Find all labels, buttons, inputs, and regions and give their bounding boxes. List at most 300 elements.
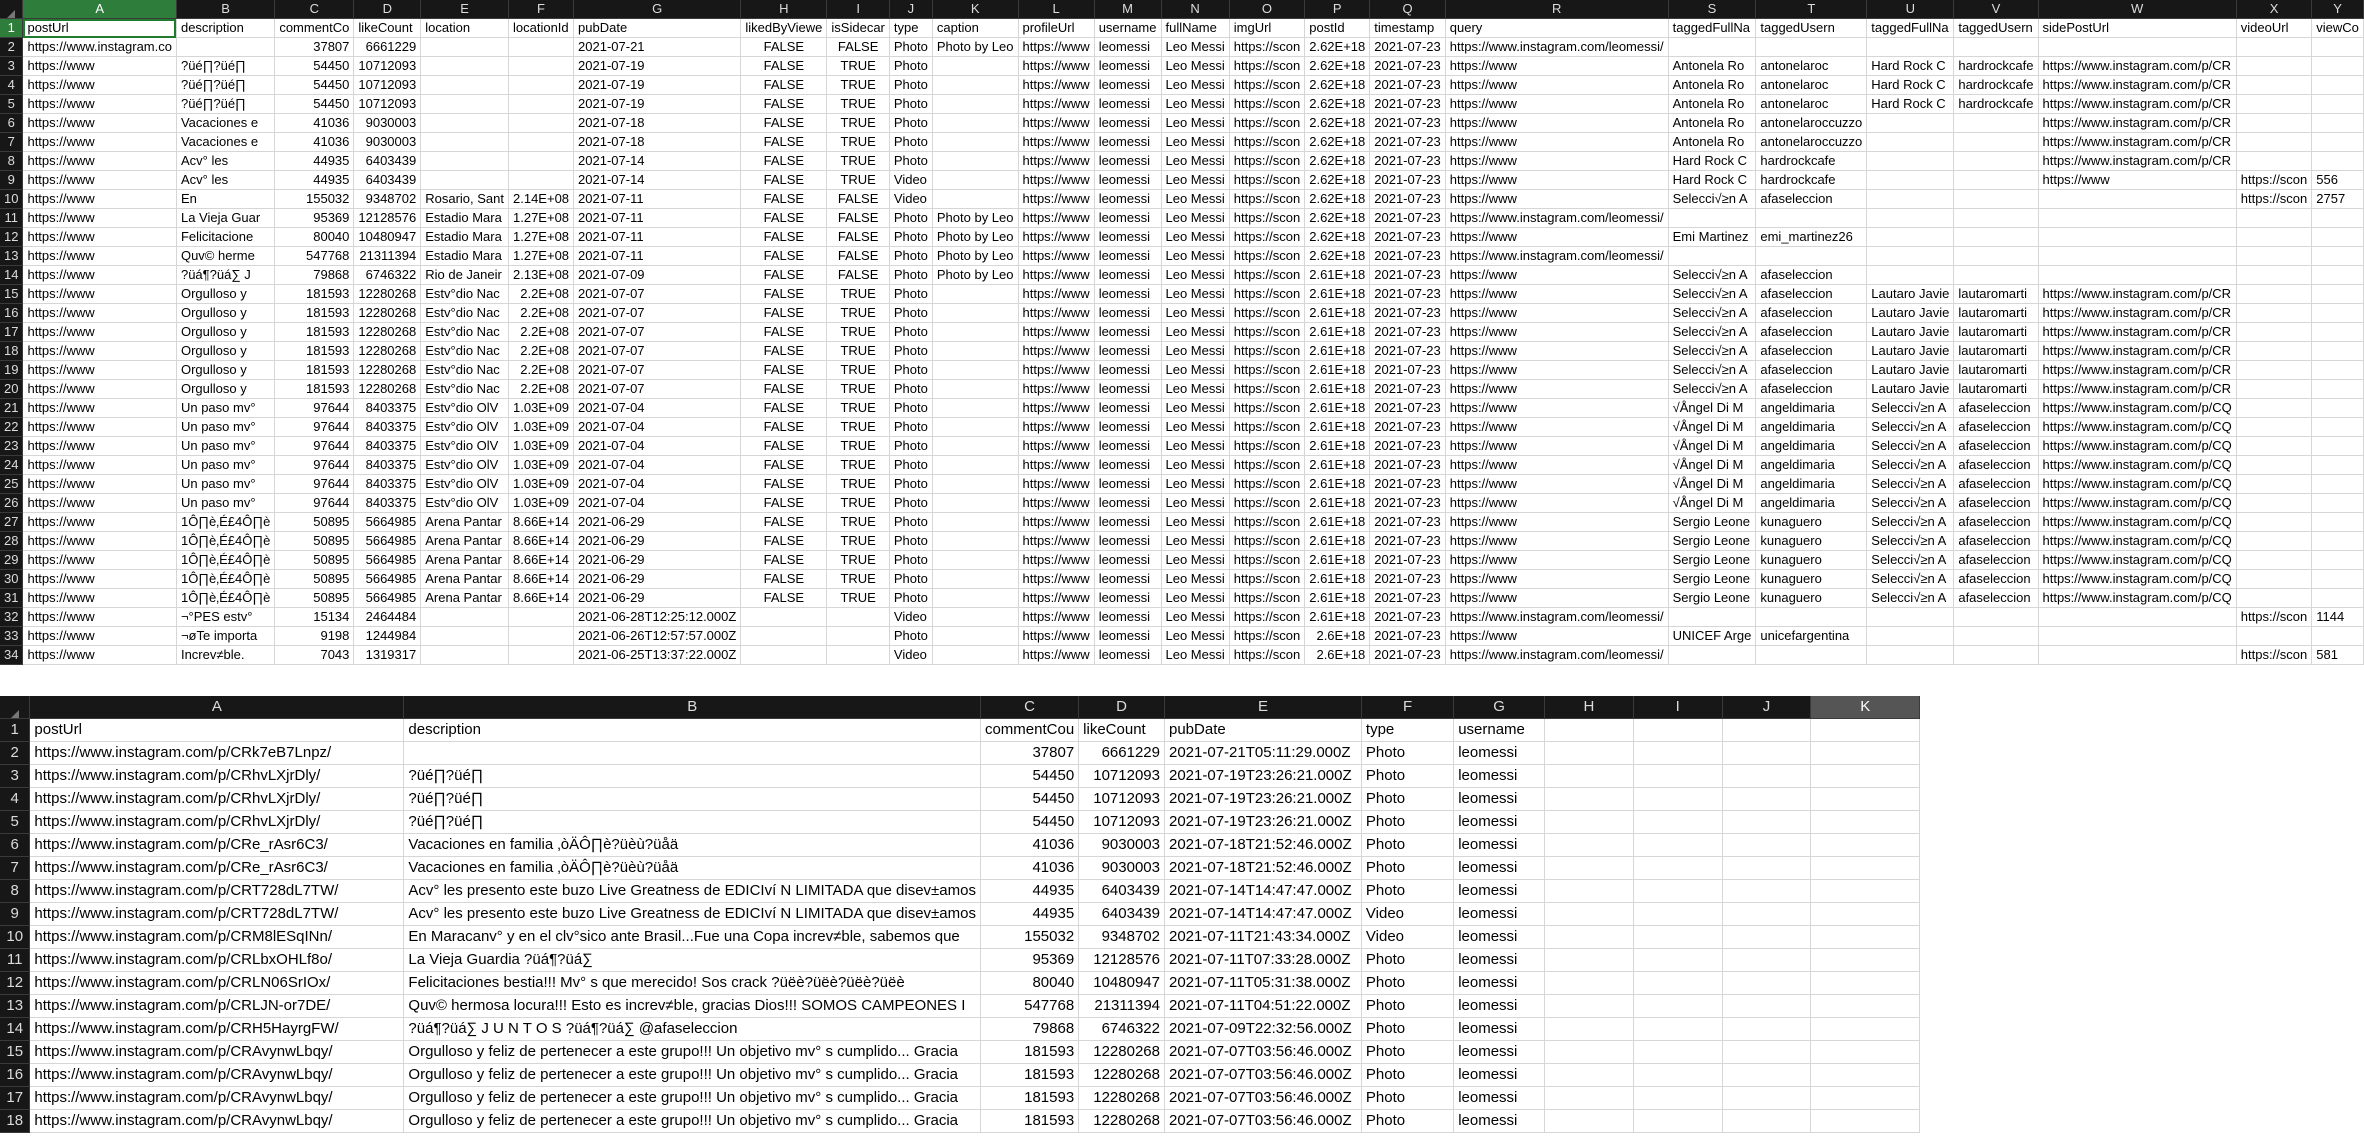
cell-e12[interactable]: 2021-07-11T05:31:38.000Z [1165,972,1362,995]
cell-i17[interactable] [1633,1087,1722,1110]
cell-h26[interactable]: FALSE [741,494,827,513]
cell-r29[interactable]: https://www [1445,551,1668,570]
cell-u26[interactable]: Selecci√≥n A [1867,494,1954,513]
cell-a16[interactable]: https://www [23,304,177,323]
cell-x19[interactable] [2236,361,2311,380]
cell-l25[interactable]: https://www [1018,475,1094,494]
cell-h8[interactable]: FALSE [741,152,827,171]
cell-f2[interactable] [509,38,574,57]
row-header[interactable]: 21 [0,399,23,418]
column-header-b[interactable]: B [176,0,274,19]
cell-g3[interactable]: 2021-07-19 [574,57,741,76]
row-header[interactable]: 10 [0,190,23,209]
cell-v29[interactable]: afaseleccion [1954,551,2038,570]
cell-a29[interactable]: https://www [23,551,177,570]
cell-e28[interactable]: Arena Pantar [421,532,509,551]
cell-g15[interactable]: leomessi [1454,1041,1545,1064]
cell-e6[interactable] [421,114,509,133]
cell-v12[interactable] [1954,228,2038,247]
cell-d1[interactable]: likeCount [1079,719,1165,742]
cell-h22[interactable]: FALSE [741,418,827,437]
cell-i8[interactable] [1633,880,1722,903]
cell-v9[interactable] [1954,171,2038,190]
cell-p11[interactable]: 2.62E+18 [1305,209,1370,228]
cell-w5[interactable]: https://www.instagram.com/p/CR [2038,95,2236,114]
cell-b15[interactable]: Orgulloso y feliz de pertenecer a este grupo!!! Un objetivo mv° s cumplido... Gracia [404,1041,981,1064]
cell-e13[interactable]: 2021-07-11T04:51:22.000Z [1165,995,1362,1018]
cell-c27[interactable]: 50895 [275,513,354,532]
cell-g1[interactable]: pubDate [574,19,741,38]
cell-c22[interactable]: 97644 [275,418,354,437]
cell-a30[interactable]: https://www [23,570,177,589]
column-header-a[interactable]: A [23,0,177,19]
cell-j11[interactable]: Photo [889,209,932,228]
cell-v16[interactable]: lautaromarti [1954,304,2038,323]
cell-j2[interactable]: Photo [889,38,932,57]
cell-d1[interactable]: likeCount [354,19,421,38]
cell-y23[interactable] [2312,437,2364,456]
cell-s12[interactable]: Emi Martinez [1668,228,1756,247]
cell-b15[interactable]: Orgulloso y [176,285,274,304]
cell-h3[interactable]: FALSE [741,57,827,76]
cell-k32[interactable] [932,608,1018,627]
cell-b7[interactable]: Vacaciones e [176,133,274,152]
cell-c3[interactable]: 54450 [980,765,1078,788]
cell-i15[interactable] [1633,1041,1722,1064]
cell-k13[interactable] [1811,995,1920,1018]
cell-o26[interactable]: https://scon [1229,494,1304,513]
cell-j8[interactable] [1722,880,1811,903]
cell-v26[interactable]: afaseleccion [1954,494,2038,513]
cell-e15[interactable]: 2021-07-07T03:56:46.000Z [1165,1041,1362,1064]
cell-l16[interactable]: https://www [1018,304,1094,323]
cell-h17[interactable] [1544,1087,1633,1110]
cell-h16[interactable]: FALSE [741,304,827,323]
cell-q13[interactable]: 2021-07-23 [1370,247,1446,266]
cell-b14[interactable]: ?üá¶?üá∑ J U N T O S ?üá¶?üá∑ @afaseleccion [404,1018,981,1041]
cell-q18[interactable]: 2021-07-23 [1370,342,1446,361]
cell-w2[interactable] [2038,38,2236,57]
cell-s7[interactable]: Antonela Ro [1668,133,1756,152]
cell-s34[interactable] [1668,646,1756,665]
cell-y20[interactable] [2312,380,2364,399]
cell-b12[interactable]: Felicitaciones bestia!!! Mv° s que merecido! Sos crack ?üëè?üëè?üëè?üëè [404,972,981,995]
cell-a8[interactable]: https://www [23,152,177,171]
cell-t9[interactable]: hardrockcafe [1756,171,1867,190]
cell-a1[interactable]: postUrl [30,719,404,742]
cell-x21[interactable] [2236,399,2311,418]
cell-x14[interactable] [2236,266,2311,285]
cell-g13[interactable]: leomessi [1454,995,1545,1018]
cell-k28[interactable] [932,532,1018,551]
cell-k3[interactable] [1811,765,1920,788]
cell-i15[interactable]: TRUE [827,285,889,304]
column-header-q[interactable]: Q [1370,0,1446,19]
cell-y7[interactable] [2312,133,2364,152]
cell-l3[interactable]: https://www [1018,57,1094,76]
cell-q5[interactable]: 2021-07-23 [1370,95,1446,114]
cell-b25[interactable]: Un paso mv° [176,475,274,494]
row-header[interactable]: 28 [0,532,23,551]
cell-i11[interactable]: FALSE [827,209,889,228]
cell-l10[interactable]: https://www [1018,190,1094,209]
cell-x27[interactable] [2236,513,2311,532]
cell-d11[interactable]: 12128576 [354,209,421,228]
cell-v2[interactable] [1954,38,2038,57]
cell-j15[interactable] [1722,1041,1811,1064]
cell-r31[interactable]: https://www [1445,589,1668,608]
cell-k2[interactable] [1811,742,1920,765]
cell-g4[interactable]: leomessi [1454,788,1545,811]
row-header[interactable]: 27 [0,513,23,532]
cell-f13[interactable]: 1.27E+08 [509,247,574,266]
cell-e6[interactable]: 2021-07-18T21:52:46.000Z [1165,834,1362,857]
row-header[interactable]: 23 [0,437,23,456]
cell-l15[interactable]: https://www [1018,285,1094,304]
cell-h30[interactable]: FALSE [741,570,827,589]
cell-b6[interactable]: Vacaciones e [176,114,274,133]
cell-w33[interactable] [2038,627,2236,646]
cell-w27[interactable]: https://www.instagram.com/p/CQ [2038,513,2236,532]
cell-w30[interactable]: https://www.instagram.com/p/CQ [2038,570,2236,589]
cell-c16[interactable]: 181593 [980,1064,1078,1087]
cell-j5[interactable] [1722,811,1811,834]
cell-i6[interactable]: TRUE [827,114,889,133]
cell-j12[interactable] [1722,972,1811,995]
cell-g11[interactable]: 2021-07-11 [574,209,741,228]
cell-t7[interactable]: antonelaroccuzzo [1756,133,1867,152]
cell-x30[interactable] [2236,570,2311,589]
cell-q33[interactable]: 2021-07-23 [1370,627,1446,646]
cell-c6[interactable]: 41036 [980,834,1078,857]
cell-r3[interactable]: https://www [1445,57,1668,76]
cell-s14[interactable]: Selecci√≥n A [1668,266,1756,285]
cell-l13[interactable]: https://www [1018,247,1094,266]
cell-m29[interactable]: leomessi [1094,551,1161,570]
cell-e24[interactable]: Estv°dio OlV [421,456,509,475]
cell-e32[interactable] [421,608,509,627]
cell-k10[interactable] [932,190,1018,209]
cell-k21[interactable] [932,399,1018,418]
cell-t27[interactable]: kunaguero [1756,513,1867,532]
cell-m2[interactable]: leomessi [1094,38,1161,57]
cell-w6[interactable]: https://www.instagram.com/p/CR [2038,114,2236,133]
cell-j4[interactable] [1722,788,1811,811]
cell-d3[interactable]: 10712093 [354,57,421,76]
cell-a2[interactable]: https://www.instagram.co [23,38,177,57]
row-header[interactable]: 7 [0,857,30,880]
cell-b18[interactable]: Orgulloso y [176,342,274,361]
cell-j19[interactable]: Photo [889,361,932,380]
cell-y31[interactable] [2312,589,2364,608]
cell-q20[interactable]: 2021-07-23 [1370,380,1446,399]
cell-p12[interactable]: 2.62E+18 [1305,228,1370,247]
cell-v6[interactable] [1954,114,2038,133]
cell-a6[interactable]: https://www.instagram.com/p/CRe_rAsr6C3/ [30,834,404,857]
cell-i23[interactable]: TRUE [827,437,889,456]
cell-f15[interactable]: Photo [1361,1041,1453,1064]
cell-y29[interactable] [2312,551,2364,570]
cell-n31[interactable]: Leo Messi [1161,589,1229,608]
cell-k16[interactable] [932,304,1018,323]
cell-o10[interactable]: https://scon [1229,190,1304,209]
cell-s17[interactable]: Selecci√≥n A [1668,323,1756,342]
cell-h24[interactable]: FALSE [741,456,827,475]
cell-i19[interactable]: TRUE [827,361,889,380]
cell-u29[interactable]: Selecci√≥n A [1867,551,1954,570]
cell-f32[interactable] [509,608,574,627]
cell-h15[interactable] [1544,1041,1633,1064]
cell-u34[interactable] [1867,646,1954,665]
cell-b2[interactable] [404,742,981,765]
cell-e34[interactable] [421,646,509,665]
cell-w34[interactable] [2038,646,2236,665]
cell-p29[interactable]: 2.61E+18 [1305,551,1370,570]
cell-j31[interactable]: Photo [889,589,932,608]
cell-j16[interactable] [1722,1064,1811,1087]
cell-w7[interactable]: https://www.instagram.com/p/CR [2038,133,2236,152]
cell-u2[interactable] [1867,38,1954,57]
cell-a2[interactable]: https://www.instagram.com/p/CRk7eB7Lnpz/ [30,742,404,765]
cell-b5[interactable]: ?üé∏?üé∏ [404,811,981,834]
cell-s23[interactable]: √Ångel Di M [1668,437,1756,456]
cell-d11[interactable]: 12128576 [1079,949,1165,972]
cell-c11[interactable]: 95369 [275,209,354,228]
cell-c17[interactable]: 181593 [275,323,354,342]
cell-g9[interactable]: 2021-07-14 [574,171,741,190]
cell-x34[interactable]: https://scon [2236,646,2311,665]
cell-a23[interactable]: https://www [23,437,177,456]
cell-a16[interactable]: https://www.instagram.com/p/CRAvynwLbqy/ [30,1064,404,1087]
column-header-u[interactable]: U [1867,0,1954,19]
cell-g28[interactable]: 2021-06-29 [574,532,741,551]
cell-d22[interactable]: 8403375 [354,418,421,437]
cell-b1[interactable]: description [176,19,274,38]
cell-e3[interactable] [421,57,509,76]
cell-w9[interactable]: https://www [2038,171,2236,190]
cell-j27[interactable]: Photo [889,513,932,532]
cell-n21[interactable]: Leo Messi [1161,399,1229,418]
cell-t26[interactable]: angeldimaria [1756,494,1867,513]
cell-l30[interactable]: https://www [1018,570,1094,589]
cell-k11[interactable]: Photo by Leo [932,209,1018,228]
cell-u16[interactable]: Lautaro Javie [1867,304,1954,323]
cell-r16[interactable]: https://www [1445,304,1668,323]
row-header[interactable]: 4 [0,76,23,95]
cell-b13[interactable]: Quv© hermosa locura!!! Esto es increv≠ble, gracias Dios!!! SOMOS CAMPEONES I [404,995,981,1018]
cell-j20[interactable]: Photo [889,380,932,399]
cell-n1[interactable]: fullName [1161,19,1229,38]
cell-p25[interactable]: 2.61E+18 [1305,475,1370,494]
cell-o12[interactable]: https://scon [1229,228,1304,247]
cell-e13[interactable]: Estadio Mara [421,247,509,266]
cell-l12[interactable]: https://www [1018,228,1094,247]
cell-v17[interactable]: lautaromarti [1954,323,2038,342]
cell-j13[interactable]: Photo [889,247,932,266]
cell-i17[interactable]: TRUE [827,323,889,342]
cell-k2[interactable]: Photo by Leo [932,38,1018,57]
cell-m19[interactable]: leomessi [1094,361,1161,380]
cell-g16[interactable]: leomessi [1454,1064,1545,1087]
cell-d10[interactable]: 9348702 [354,190,421,209]
cell-b9[interactable]: Acv° les [176,171,274,190]
cell-j25[interactable]: Photo [889,475,932,494]
cell-i3[interactable] [1633,765,1722,788]
cell-e4[interactable] [421,76,509,95]
cell-o32[interactable]: https://scon [1229,608,1304,627]
cell-n11[interactable]: Leo Messi [1161,209,1229,228]
cell-s22[interactable]: √Ångel Di M [1668,418,1756,437]
cell-j18[interactable] [1722,1110,1811,1133]
cell-p8[interactable]: 2.62E+18 [1305,152,1370,171]
cell-q9[interactable]: 2021-07-23 [1370,171,1446,190]
cell-d18[interactable]: 12280268 [354,342,421,361]
cell-u24[interactable]: Selecci√≥n A [1867,456,1954,475]
cell-h15[interactable]: FALSE [741,285,827,304]
cell-x16[interactable] [2236,304,2311,323]
cell-n32[interactable]: Leo Messi [1161,608,1229,627]
cell-g14[interactable]: leomessi [1454,1018,1545,1041]
cell-w21[interactable]: https://www.instagram.com/p/CQ [2038,399,2236,418]
cell-s32[interactable] [1668,608,1756,627]
cell-y21[interactable] [2312,399,2364,418]
cell-i21[interactable]: TRUE [827,399,889,418]
cell-e3[interactable]: 2021-07-19T23:26:21.000Z [1165,765,1362,788]
cell-c14[interactable]: 79868 [980,1018,1078,1041]
cell-v19[interactable]: lautaromarti [1954,361,2038,380]
cell-m1[interactable]: username [1094,19,1161,38]
cell-w3[interactable]: https://www.instagram.com/p/CR [2038,57,2236,76]
cell-b24[interactable]: Un paso mv° [176,456,274,475]
cell-v33[interactable] [1954,627,2038,646]
row-header[interactable]: 25 [0,475,23,494]
column-header-s[interactable]: S [1668,0,1756,19]
cell-c3[interactable]: 54450 [275,57,354,76]
cell-v21[interactable]: afaseleccion [1954,399,2038,418]
cell-s18[interactable]: Selecci√≥n A [1668,342,1756,361]
cell-p21[interactable]: 2.61E+18 [1305,399,1370,418]
cell-q14[interactable]: 2021-07-23 [1370,266,1446,285]
cell-a17[interactable]: https://www.instagram.com/p/CRAvynwLbqy/ [30,1087,404,1110]
column-header-e[interactable]: E [421,0,509,19]
cell-x28[interactable] [2236,532,2311,551]
cell-v25[interactable]: afaseleccion [1954,475,2038,494]
cell-k15[interactable] [932,285,1018,304]
cell-c4[interactable]: 54450 [275,76,354,95]
cell-e20[interactable]: Estv°dio Nac [421,380,509,399]
cell-w4[interactable]: https://www.instagram.com/p/CR [2038,76,2236,95]
column-header-f[interactable]: F [509,0,574,19]
row-header[interactable]: 13 [0,995,30,1018]
cell-a12[interactable]: https://www.instagram.com/p/CRLN06SrIOx/ [30,972,404,995]
cell-f19[interactable]: 2.2E+08 [509,361,574,380]
cell-x8[interactable] [2236,152,2311,171]
cell-k7[interactable] [932,133,1018,152]
cell-f30[interactable]: 8.66E+14 [509,570,574,589]
cell-e17[interactable]: Estv°dio Nac [421,323,509,342]
cell-q11[interactable]: 2021-07-23 [1370,209,1446,228]
cell-h7[interactable]: FALSE [741,133,827,152]
cell-g18[interactable]: 2021-07-07 [574,342,741,361]
cell-p3[interactable]: 2.62E+18 [1305,57,1370,76]
cell-a33[interactable]: https://www [23,627,177,646]
cell-j9[interactable] [1722,903,1811,926]
cell-k19[interactable] [932,361,1018,380]
cell-g17[interactable]: leomessi [1454,1087,1545,1110]
cell-k6[interactable] [1811,834,1920,857]
cell-d8[interactable]: 6403439 [354,152,421,171]
cell-m16[interactable]: leomessi [1094,304,1161,323]
cell-e22[interactable]: Estv°dio OlV [421,418,509,437]
cell-u15[interactable]: Lautaro Javie [1867,285,1954,304]
cell-e16[interactable]: Estv°dio Nac [421,304,509,323]
cell-x33[interactable] [2236,627,2311,646]
cell-a4[interactable]: https://www [23,76,177,95]
cell-b16[interactable]: Orgulloso y feliz de pertenecer a este grupo!!! Un objetivo mv° s cumplido... Gracia [404,1064,981,1087]
cell-d9[interactable]: 6403439 [354,171,421,190]
cell-l8[interactable]: https://www [1018,152,1094,171]
cell-q3[interactable]: 2021-07-23 [1370,57,1446,76]
cell-t4[interactable]: antonelaroc [1756,76,1867,95]
cell-d14[interactable]: 6746322 [354,266,421,285]
cell-f1[interactable]: type [1361,719,1453,742]
cell-s5[interactable]: Antonela Ro [1668,95,1756,114]
cell-d4[interactable]: 10712093 [354,76,421,95]
cell-j1[interactable] [1722,719,1811,742]
cell-u1[interactable]: taggedFullNa [1867,19,1954,38]
cell-q2[interactable]: 2021-07-23 [1370,38,1446,57]
column-header-n[interactable]: N [1161,0,1229,19]
cell-h21[interactable]: FALSE [741,399,827,418]
cell-g25[interactable]: 2021-07-04 [574,475,741,494]
cell-i28[interactable]: TRUE [827,532,889,551]
cell-r5[interactable]: https://www [1445,95,1668,114]
cell-v20[interactable]: lautaromarti [1954,380,2038,399]
cell-p2[interactable]: 2.62E+18 [1305,38,1370,57]
cell-i34[interactable] [827,646,889,665]
cell-a11[interactable]: https://www.instagram.com/p/CRLbxOHLf8o/ [30,949,404,972]
cell-x5[interactable] [2236,95,2311,114]
cell-j10[interactable] [1722,926,1811,949]
cell-i18[interactable] [1633,1110,1722,1133]
cell-c29[interactable]: 50895 [275,551,354,570]
cell-d34[interactable]: 1319317 [354,646,421,665]
cell-q1[interactable]: timestamp [1370,19,1446,38]
cell-h2[interactable] [1544,742,1633,765]
cell-y13[interactable] [2312,247,2364,266]
cell-b17[interactable]: Orgulloso y [176,323,274,342]
row-header[interactable]: 14 [0,1018,30,1041]
cell-b12[interactable]: Felicitacione [176,228,274,247]
cell-q16[interactable]: 2021-07-23 [1370,304,1446,323]
cell-b32[interactable]: ¬°PES estv° [176,608,274,627]
cell-o23[interactable]: https://scon [1229,437,1304,456]
cell-k20[interactable] [932,380,1018,399]
cell-y25[interactable] [2312,475,2364,494]
cell-v7[interactable] [1954,133,2038,152]
column-header-x[interactable]: X [2236,0,2311,19]
cell-j4[interactable]: Photo [889,76,932,95]
cell-n4[interactable]: Leo Messi [1161,76,1229,95]
cell-c11[interactable]: 95369 [980,949,1078,972]
cell-d33[interactable]: 1244984 [354,627,421,646]
cell-f11[interactable]: 1.27E+08 [509,209,574,228]
cell-a3[interactable]: https://www.instagram.com/p/CRhvLXjrDly/ [30,765,404,788]
row-header[interactable]: 7 [0,133,23,152]
cell-o21[interactable]: https://scon [1229,399,1304,418]
cell-f16[interactable]: Photo [1361,1064,1453,1087]
cell-y6[interactable] [2312,114,2364,133]
